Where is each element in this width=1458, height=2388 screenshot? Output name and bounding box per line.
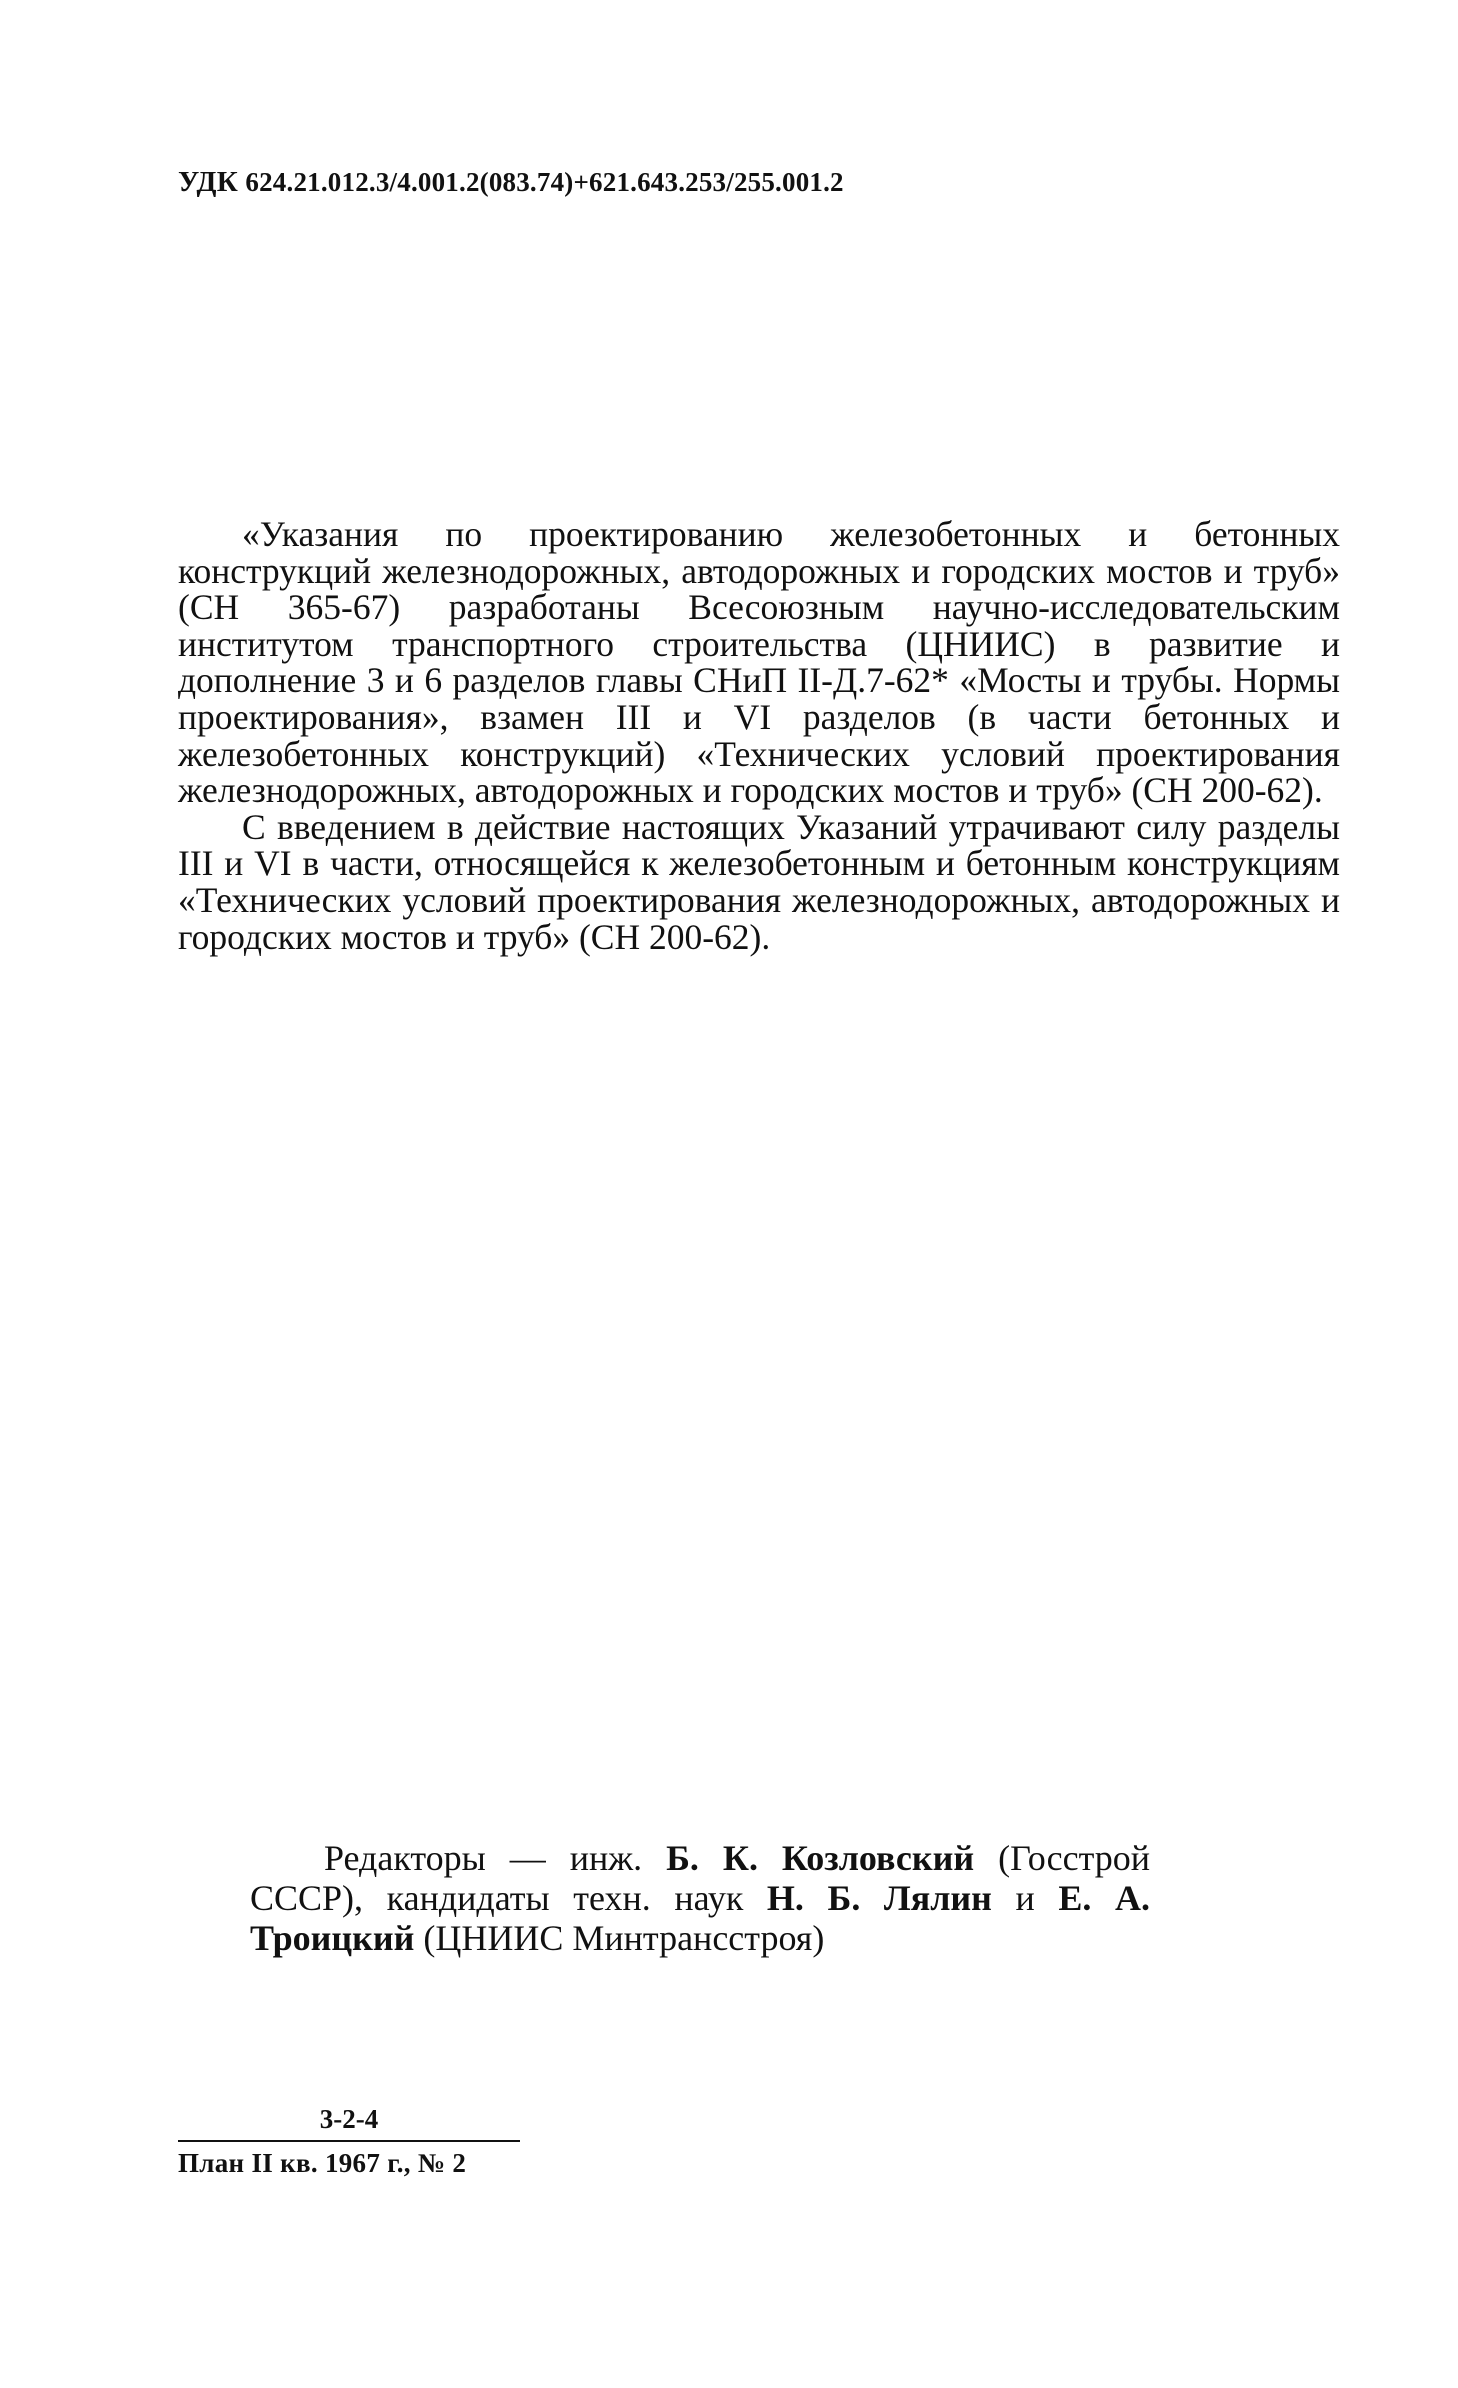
editor-kozlovsky: Б. К. Козловский xyxy=(666,1838,975,1878)
footer-plan: План II кв. 1967 г., № 2 xyxy=(178,2148,467,2178)
editors-prefix: Редакторы — инж. xyxy=(324,1838,643,1878)
editors-paragraph xyxy=(250,1838,1150,1958)
paragraph-repeal: С введением в действие настоящих Указаний утрачивают силу разделы III и VI в части, относящейся к железобетонным и бетонным конструкциям «Технических условий проектирования железнодорожных, автодорожных и городских мостов и труб» (СН 200-62). xyxy=(178,806,1340,957)
editors-credits xyxy=(250,1838,1150,1958)
editor-troitsky-org: (ЦНИИС Минтрансстроя) xyxy=(423,1918,825,1958)
editor-troitsky: Е. А. Троицкий xyxy=(250,1878,1151,1958)
udk-line xyxy=(178,166,844,199)
main-text xyxy=(178,516,1340,955)
editor-kozlovsky-org: (Госстрой СССР), кандидаты техн. наук xyxy=(250,1838,1151,1918)
publication-footer xyxy=(178,2102,520,2180)
paragraph-intro: «Указания по проектированию железобетонных и бетонных конструкций железнодорожных, автодорожных и городских мостов и труб» (СН 365-67) разработаны Всесоюзным научно-исследовательским институтом транспортного строительства (ЦНИИС) в развитие и дополнение 3 и 6 разделов главы СНиП II-Д.7-62* «Мосты и трубы. Нормы проектирования», взамен III и VI разделов (в части бетонных и железобетонных конструкций) «Технических условий проектирования железнодорожных, автодорожных и городских мостов и труб» (СН 200-62). xyxy=(178,514,1340,811)
footer-code: 3-2-4 xyxy=(178,2102,520,2142)
udk-code: 624.21.012.3/4.001.2(083.74)+621.643.253/255.001.2 xyxy=(245,167,844,197)
editors-conjunction: и xyxy=(1015,1878,1035,1918)
editor-lyalin: Н. Б. Лялин xyxy=(766,1878,992,1918)
udk-label: УДК xyxy=(178,166,238,198)
